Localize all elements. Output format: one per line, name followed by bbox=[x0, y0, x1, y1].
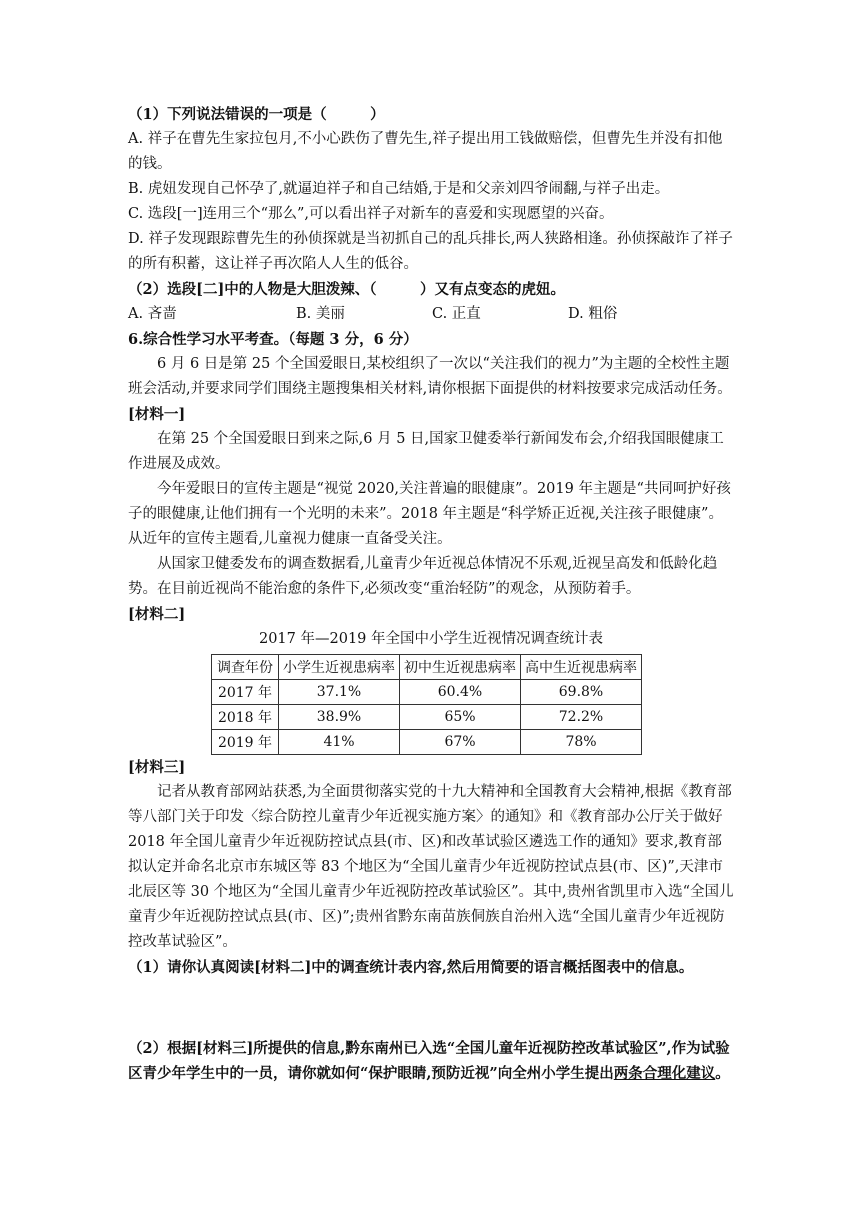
q1-option-d: D. 祥子发现跟踪曹先生的孙侦探就是当初抓自己的乱兵排长,两人狭路相逢。孙侦探敲诈了祥子的所有积蓄，这让祥子再次陷人人生的低谷。 bbox=[128, 231, 733, 272]
table-header-cell: 初中生近视患病率 bbox=[400, 655, 521, 680]
table-title: 2017 年—2019 年全国中小学生近视情况调查统计表 bbox=[258, 631, 604, 647]
page-content bbox=[128, 102, 734, 1086]
material2-heading: [材料二] bbox=[128, 606, 186, 623]
q1-option-a: A. 祥子在曹先生家拉包月,不小心跌伤了曹先生,祥子提出用工钱做赔偿，但曹先生并没有扣他的钱。 bbox=[128, 131, 723, 172]
table-row bbox=[212, 730, 642, 755]
table-header-row bbox=[212, 655, 642, 680]
section6-title: 6.综合性学习水平考查。（每题 3 分，6 分） bbox=[128, 331, 418, 348]
table-row bbox=[212, 705, 642, 730]
task2-end: 。 bbox=[715, 1065, 730, 1082]
q2-option-d: D. 粗俗 bbox=[568, 306, 618, 322]
material1-paragraph-2: 今年爱眼日的宣传主题是“视觉 2020,关注普遍的眼健康”。2019 年主题是“共同呵护好孩子的眼健康,让他们拥有一个光明的未来”。2018 年主题是“科学矫正近视,关注孩子眼健康”。从近年的宣传主题看,儿童视力健康一直备受关注。 bbox=[128, 481, 731, 547]
table-header-cell: 小学生近视患病率 bbox=[279, 655, 400, 680]
table-row bbox=[212, 680, 642, 705]
material1-heading: [材料一] bbox=[128, 406, 186, 423]
table-cell: 41% bbox=[279, 730, 400, 755]
table-cell: 37.1% bbox=[279, 680, 400, 705]
table-header-cell: 高中生近视患病率 bbox=[521, 655, 642, 680]
task2-underlined: 两条合理化建议 bbox=[613, 1065, 716, 1082]
q2-options bbox=[128, 302, 734, 327]
task2-text: （2）根据[材料三]所提供的信息,黔东南州已入选“全国儿童年近视防控改革试验区”,作为试验区青少年学生中的一员，请你就如何“保护眼睛,预防近视”向全州小学生提出 bbox=[128, 1040, 730, 1082]
q2-option-b: B. 美丽 bbox=[296, 306, 345, 322]
task1-prompt: （1）请你认真阅读[材料二]中的调查统计表内容,然后用简要的语言概括图表中的信息。 bbox=[128, 959, 694, 976]
section6-intro: 6 月 6 日是第 25 个全国爱眼日,某校组织了一次以“关注我们的视力”为主题的全校性主题班会活动,并要求同学们围绕主题搜集相关材料,请你根据下面提供的材料按要求完成活动任务。 bbox=[128, 356, 732, 397]
table-cell: 67% bbox=[400, 730, 521, 755]
q2-option-a: A. 吝啬 bbox=[128, 306, 177, 322]
q2-option-c: C. 正直 bbox=[432, 306, 481, 322]
table-cell: 65% bbox=[400, 705, 521, 730]
q1-option-b: B. 虎妞发现自己怀孕了,就逼迫祥子和自己结婚,于是和父亲刘四爷闹翻,与祥子出走。 bbox=[128, 181, 670, 197]
table-cell: 72.2% bbox=[521, 705, 642, 730]
table-cell: 2018 年 bbox=[212, 705, 279, 730]
q1-stem: （1）下列说法错误的一项是（ ） bbox=[128, 106, 385, 123]
material3-paragraph: 记者从教育部网站获悉,为全面贯彻落实党的十九大精神和全国教育大会精神,根据《教育部等八部门关于印发〈综合防控儿童青少年近视实施方案〉的通知》和《教育部办公厅关于做好 2018 年全国儿童青少年近视防控试点县(市、区)和改革试验区遴选工作的通知》要求,教育部拟认定并命名北京市东城区等 83 个地区为“全国儿童青少年近视防控试点县(市、区)”,天津市北辰区等 30 个地区为“全国儿童青少年近视防控改革试验区”。其中,贵州省凯里市入选“全国儿童青少年近视防控试点县(市、区)”;贵州省黔东南苗族侗族自治州入选“全国儿童青少年近视防控改革试验区”。 bbox=[128, 784, 734, 950]
table-cell: 69.8% bbox=[521, 680, 642, 705]
material1-paragraph-1: 在第 25 个全国爱眼日到来之际,6 月 5 日,国家卫健委举行新闻发布会,介绍我国眼健康工作进展及成效。 bbox=[128, 431, 724, 472]
task2-prompt bbox=[128, 1036, 734, 1086]
myopia-stats-table bbox=[211, 654, 642, 755]
table-cell: 2019 年 bbox=[212, 730, 279, 755]
q2-stem: （2）选段[二]中的人物是大胆泼辣、（ ）又有点变态的虎妞。 bbox=[128, 281, 566, 298]
q1-option-c: C. 选段[一]连用三个“那么”,可以看出祥子对新车的喜爱和实现愿望的兴奋。 bbox=[128, 206, 614, 222]
material1-paragraph-3: 从国家卫健委发布的调查数据看,儿童青少年近视总体情况不乐观,近视呈高发和低龄化趋势。在目前近视尚不能治愈的条件下,必须改变“重治轻防”的观念，从预防着手。 bbox=[128, 556, 718, 597]
table-cell: 38.9% bbox=[279, 705, 400, 730]
answer-space bbox=[128, 980, 734, 1036]
table-header-cell: 调查年份 bbox=[212, 655, 279, 680]
material3-heading: [材料三] bbox=[128, 759, 186, 776]
table-cell: 2017 年 bbox=[212, 680, 279, 705]
table-cell: 60.4% bbox=[400, 680, 521, 705]
table-cell: 78% bbox=[521, 730, 642, 755]
